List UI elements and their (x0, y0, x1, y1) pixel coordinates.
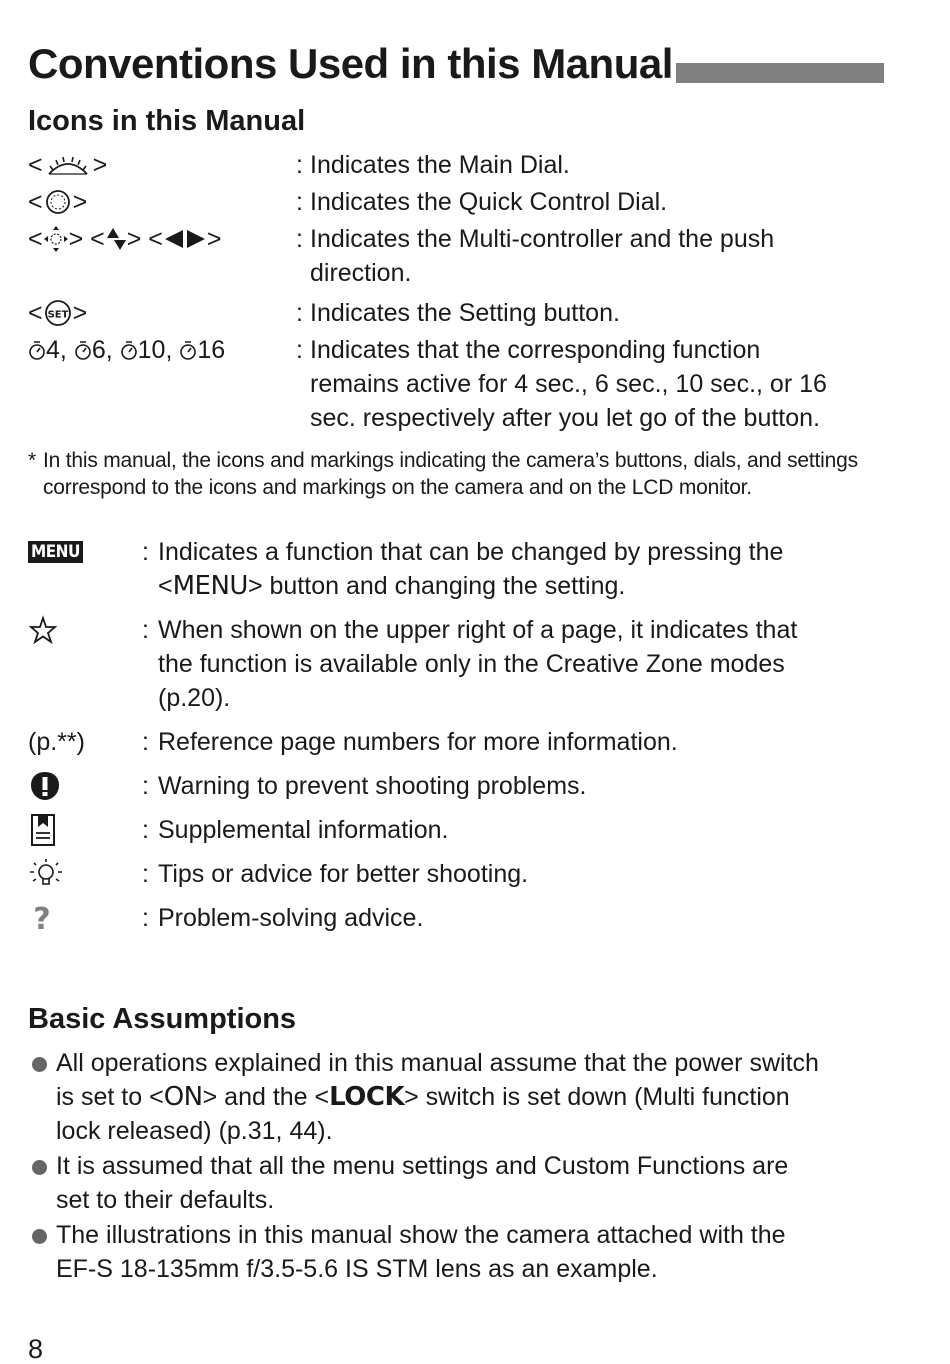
list-item-text: It is assumed that all the menu settings and Custom Functions are (56, 1152, 789, 1180)
list-item (28, 1046, 898, 1148)
mark-row-menu: MENU : Indicates a function that can be changed by pressing the <MENU> button and changing the setting. (28, 535, 928, 613)
bullet-dot (32, 1160, 47, 1175)
list-item-text-cont: EF-S 18-135mm f/3.5-5.6 IS STM lens as an example. (56, 1255, 658, 1283)
basic-section-heading: Basic Assumptions (28, 1003, 297, 1035)
icon-row-desc-cont: direction. (310, 259, 412, 287)
mark-desc-cont: the function is available only in the Creative Zone modes (158, 650, 785, 678)
footnote-marker: * (28, 449, 36, 472)
mark-desc: Warning to prevent shooting problems. (158, 772, 587, 800)
list-item-text: All operations explained in this manual assume that the power switch (56, 1049, 819, 1077)
menu-icon-label: MENU (28, 541, 83, 563)
icon-row-desc: Indicates the Quick Control Dial. (310, 188, 668, 216)
list-item-text-cont: is set to <ON> and the <LOCK> switch is set down (Multi function (56, 1082, 790, 1112)
timer-icon (120, 339, 138, 361)
page-ref-marker: (p.**) (28, 728, 85, 756)
on-key-label: ON (163, 1082, 203, 1112)
left-right-arrows-icon (163, 226, 207, 252)
mark-desc: Problem-solving advice. (158, 904, 424, 932)
bullet-dot (32, 1229, 47, 1244)
icons-footnote (28, 447, 898, 501)
icon-row-desc-cont: remains active for 4 sec., 6 sec., 10 sec., or 16 (310, 370, 827, 398)
icon-row-desc-cont: sec. respectively after you let go of the button. (310, 404, 821, 432)
assumptions-list (28, 1046, 898, 1287)
mark-row-problem-solving: ? : Problem-solving advice. (28, 901, 928, 945)
svg-text:SET: SET (47, 309, 69, 321)
warning-icon (28, 769, 62, 803)
icon-row-desc: Indicates the Main Dial. (310, 151, 570, 179)
mark-desc: Supplemental information. (158, 816, 449, 844)
mark-row-tips: : Tips or advice for better shooting. (28, 857, 928, 901)
timer-label: 6 (91, 336, 106, 364)
timer-label: 4 (46, 336, 60, 364)
lock-key-label: LOCK (329, 1082, 405, 1112)
mark-desc: Reference page numbers for more information. (158, 728, 678, 756)
timer-icon (74, 339, 92, 361)
menu-icon (28, 535, 83, 569)
list-item-text-cont: set to their defaults. (56, 1186, 275, 1214)
icon-row-main-dial: < > : Indicates the Main Dial. (28, 148, 928, 182)
footnote-text: In this manual, the icons and markings indicating the camera’s buttons, dials, and settings correspond to the icons and markings on the camera and on the LCD monitor. (43, 449, 858, 499)
title-rule (676, 63, 884, 83)
list-item-text-cont: lock released) (p.31, 44). (56, 1117, 333, 1145)
multi-controller-icon: < > < > < > (28, 225, 222, 253)
tips-icon (28, 857, 64, 891)
page-number: 8 (28, 1334, 44, 1364)
icon-row-desc: Indicates the Multi-controller and the push (310, 225, 775, 253)
timer-icon (179, 339, 197, 361)
quick-control-dial-icon: < > (28, 188, 88, 216)
set-button-icon: < SET > (28, 299, 88, 327)
mark-row-star: : When shown on the upper right of a page, it indicates that the function is available only in the Creative Zone modes (p.20). (28, 613, 928, 725)
question-icon (28, 901, 58, 935)
list-item-text: The illustrations in this manual show the camera attached with the (56, 1221, 786, 1249)
icon-row-desc: Indicates that the corresponding function (310, 336, 761, 364)
icon-row-quick-control-dial: < > : Indicates the Quick Control Dial. (28, 185, 928, 219)
svg-text:?: ? (33, 902, 51, 934)
mark-desc: When shown on the upper right of a page, it indicates that (158, 616, 798, 644)
mark-desc: Tips or advice for better shooting. (158, 860, 529, 888)
up-down-arrows-icon (105, 226, 127, 252)
timer-icons: 4 , 6 , 10 , 16 (28, 333, 225, 367)
bullet-dot (32, 1057, 47, 1072)
list-item (28, 1149, 898, 1217)
mark-desc-cont: <MENU> button and changing the setting. (158, 571, 626, 601)
timer-icon (28, 339, 46, 361)
icon-row-timers: 4 , 6 , 10 , 16 : Indicates that the corresponding function remains active for 4 sec., 6 sec., 10 sec., or 16 sec. respectively after you let go of the button. (28, 333, 928, 439)
icons-section-heading: Icons in this Manual (28, 105, 306, 137)
mark-desc-cont: (p.20). (158, 684, 231, 712)
marks-list (28, 535, 928, 945)
supplemental-info-icon (28, 813, 58, 847)
mark-row-page-ref: (p.**) : Reference page numbers for more information. (28, 725, 928, 769)
mark-desc: Indicates a function that can be changed by pressing the (158, 538, 784, 566)
page-title: Conventions Used in this Manual (28, 40, 673, 87)
timer-label: 10 (137, 336, 166, 364)
icon-row-set-button: < SET > : Indicates the Setting button. (28, 296, 928, 330)
mark-row-warning: : Warning to prevent shooting problems. (28, 769, 928, 813)
list-item (28, 1218, 898, 1286)
icon-row-desc: Indicates the Setting button. (310, 299, 620, 327)
main-dial-icon: < > (28, 151, 108, 179)
star-icon (28, 613, 58, 647)
icons-list (28, 148, 928, 439)
menu-key-label: MENU (172, 571, 248, 601)
icon-row-multi-controller: < > < > < > : Indicates the Multi-controller and the push direction. (28, 222, 928, 293)
mark-row-supplemental: : Supplemental information. (28, 813, 928, 857)
timer-label: 16 (197, 336, 226, 364)
